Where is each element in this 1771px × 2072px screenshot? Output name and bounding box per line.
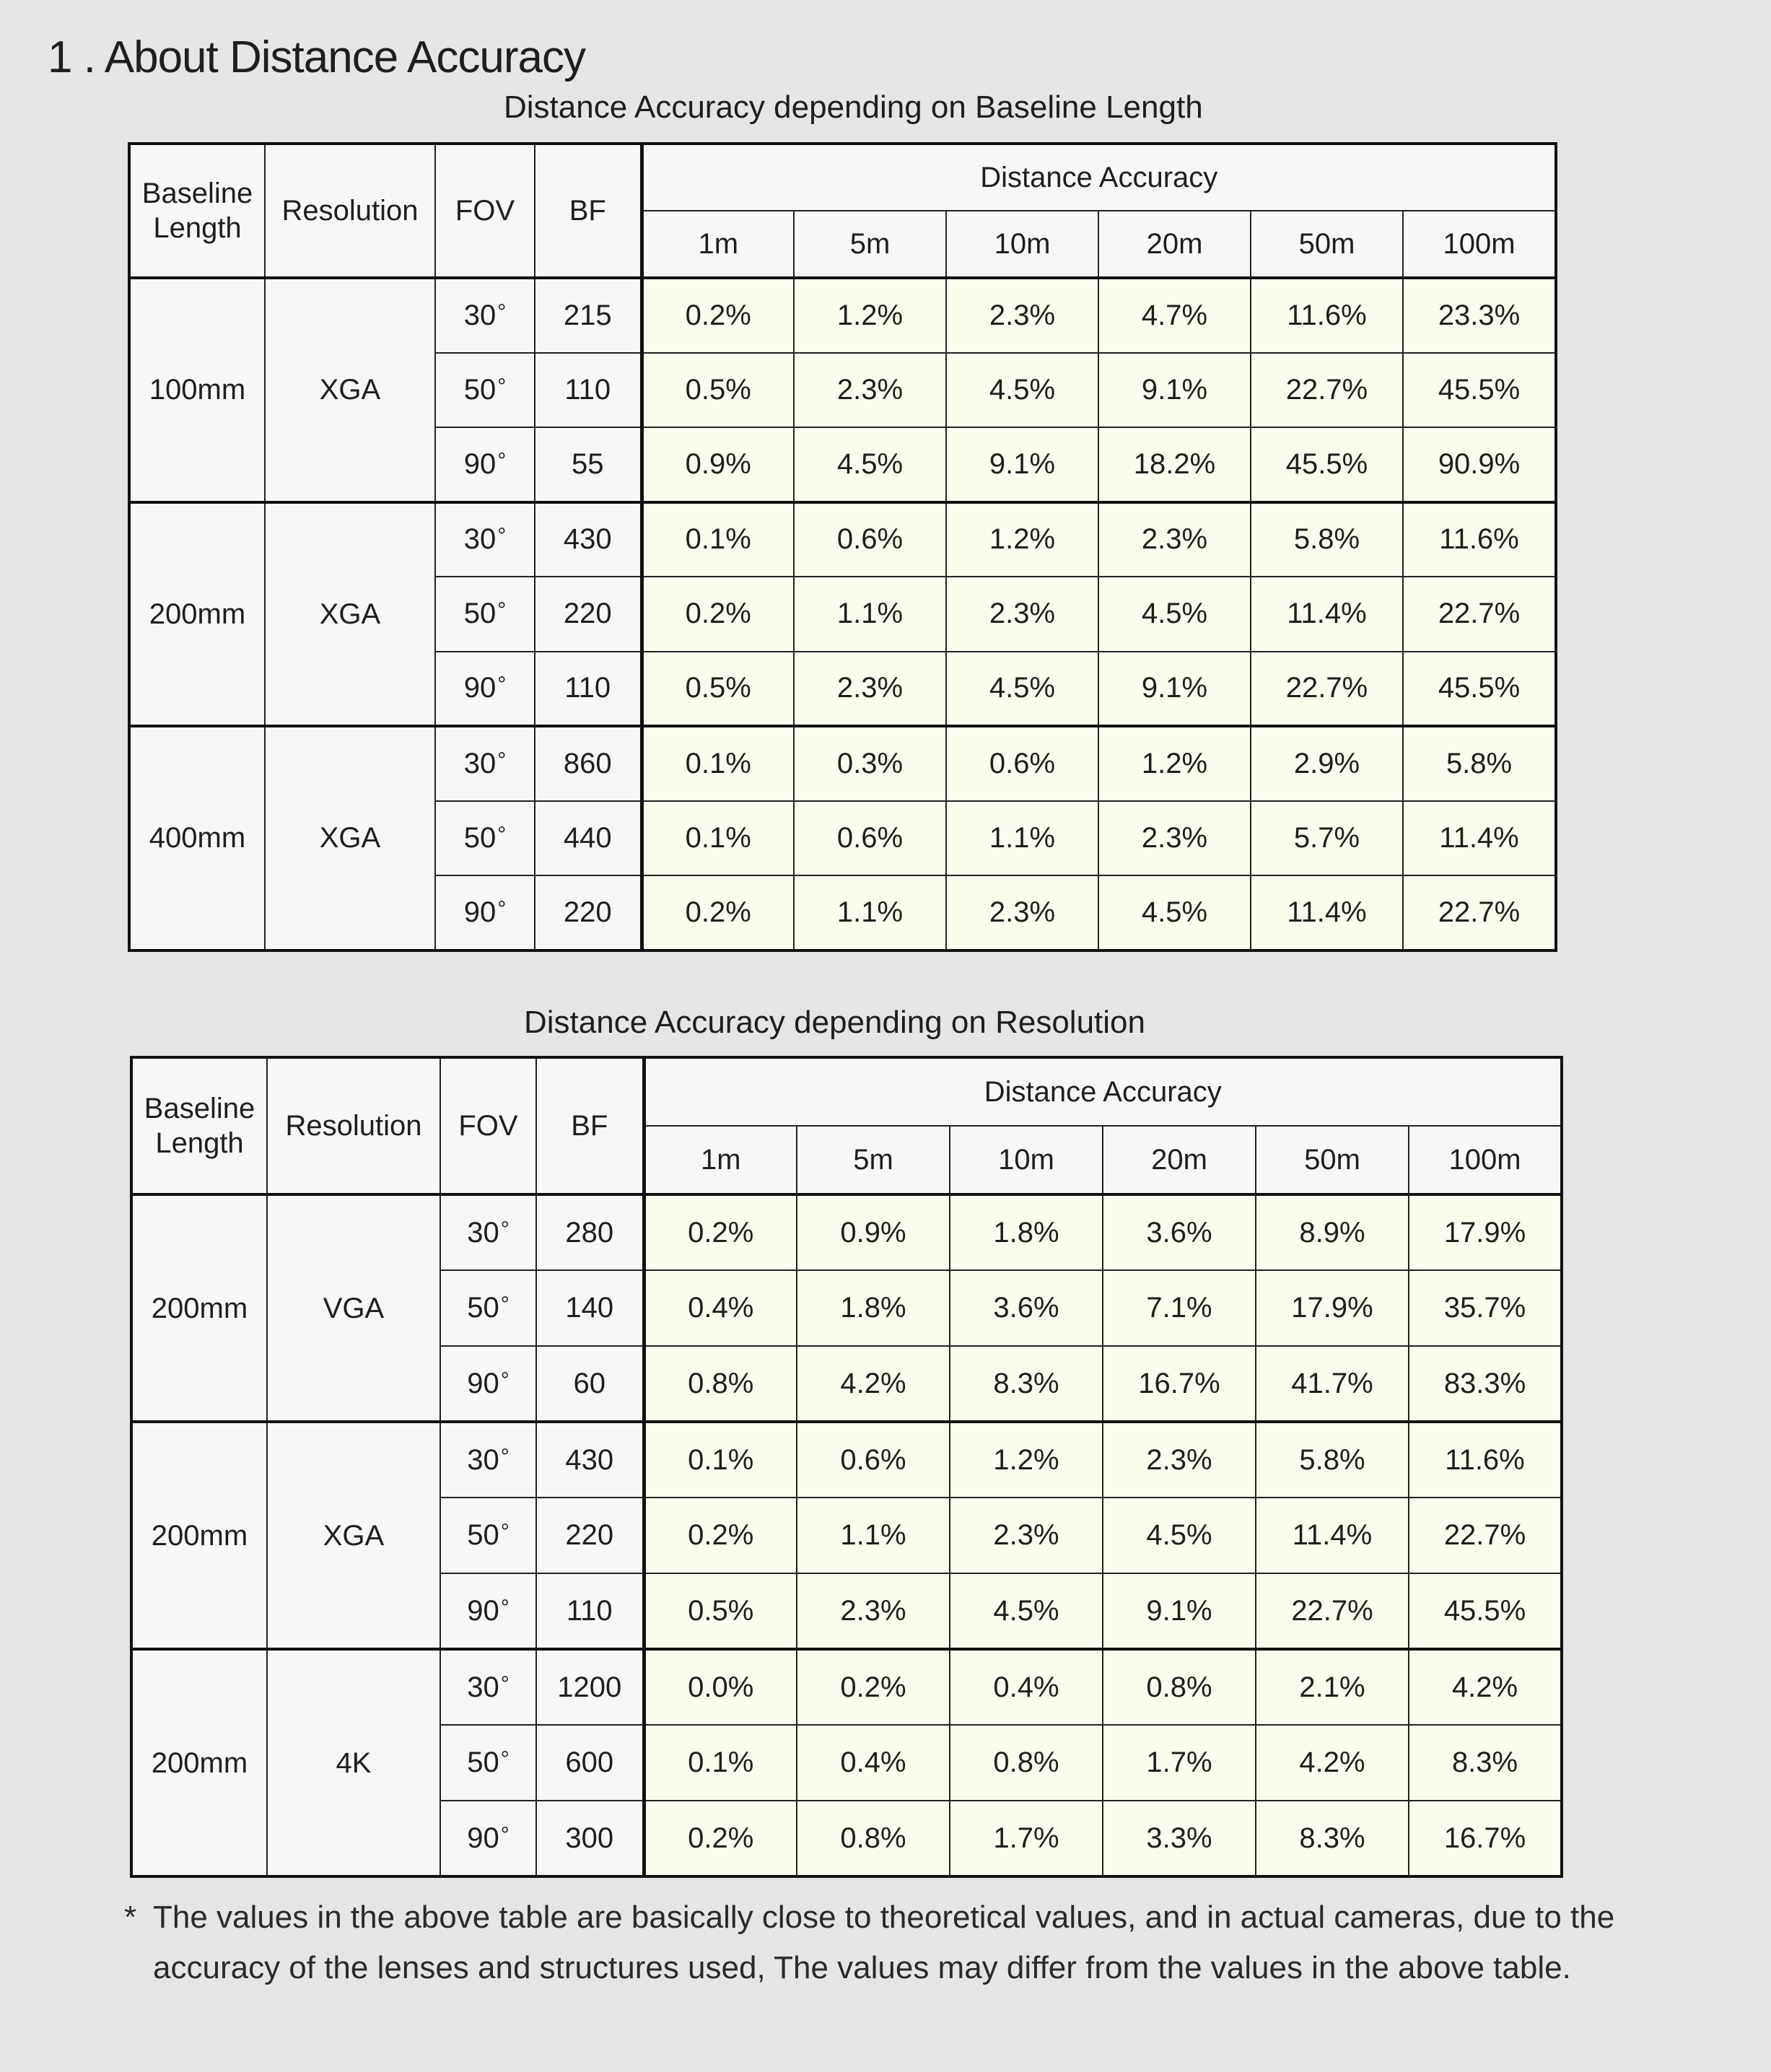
fov-value: 30: [467, 1443, 499, 1476]
fov-value: 30: [463, 299, 497, 331]
accuracy-cell: 0.2%: [644, 1801, 797, 1876]
footnote-marker: *: [124, 1900, 137, 1935]
page-title: 1 . About Distance Accuracy: [48, 32, 585, 82]
accuracy-cell: 0.6%: [794, 502, 946, 577]
accuracy-cell: 11.6%: [1409, 1422, 1562, 1498]
accuracy-cell: 0.4%: [797, 1725, 950, 1801]
bf-cell: 600: [536, 1725, 644, 1801]
degree-symbol: °: [500, 1747, 510, 1771]
bf-cell: 300: [536, 1801, 644, 1876]
accuracy-cell: 0.9%: [642, 427, 794, 502]
accuracy-cell: 4.2%: [1256, 1725, 1409, 1801]
distance-header: 50m: [1251, 211, 1403, 278]
accuracy-cell: 1.2%: [946, 502, 1098, 577]
accuracy-cell: 0.6%: [797, 1422, 950, 1498]
accuracy-cell: 11.4%: [1403, 801, 1556, 876]
fov-cell: [440, 1270, 536, 1346]
accuracy-cell: 4.5%: [946, 652, 1098, 727]
footnote-text: The values in the above table are basically close to theoretical values, and in actual cameras, due to the accuracy of the lenses and structures used, The values may differ from the values in the above table.: [153, 1900, 1615, 1985]
accuracy-cell: 83.3%: [1409, 1346, 1562, 1422]
fov-cell: [440, 1725, 536, 1801]
fov-cell: [435, 875, 535, 950]
distance-accuracy-header: Distance Accuracy: [642, 144, 1556, 211]
resolution-accuracy-table: [130, 1056, 1563, 1878]
accuracy-cell: 2.3%: [950, 1498, 1103, 1573]
accuracy-cell: 2.3%: [1103, 1422, 1256, 1498]
accuracy-cell: 0.6%: [794, 801, 946, 876]
degree-symbol: °: [500, 1293, 510, 1316]
accuracy-cell: 0.5%: [642, 353, 794, 428]
accuracy-cell: 45.5%: [1403, 652, 1556, 727]
bf-cell: 110: [536, 1573, 644, 1649]
degree-symbol: °: [497, 598, 507, 623]
accuracy-cell: 17.9%: [1256, 1270, 1409, 1346]
accuracy-cell: 0.2%: [642, 278, 794, 353]
accuracy-cell: 45.5%: [1403, 353, 1556, 428]
footnote: [124, 1892, 1676, 1993]
fov-cell: [440, 1498, 536, 1573]
resolution-cell: XGA: [265, 502, 435, 727]
bf-cell: 280: [536, 1194, 644, 1270]
accuracy-cell: 45.5%: [1251, 427, 1403, 502]
accuracy-cell: 4.2%: [1409, 1649, 1562, 1725]
accuracy-cell: 0.5%: [644, 1573, 797, 1649]
bf-cell: 215: [535, 278, 642, 353]
table-row: [131, 1422, 1562, 1498]
accuracy-cell: 8.3%: [1409, 1725, 1562, 1801]
degree-symbol: °: [500, 1368, 510, 1392]
degree-symbol: °: [497, 300, 507, 324]
accuracy-cell: 11.6%: [1251, 278, 1403, 353]
baseline-cell: 400mm: [129, 726, 265, 950]
accuracy-cell: 0.0%: [644, 1649, 797, 1725]
accuracy-cell: 0.1%: [644, 1725, 797, 1801]
table-row: [129, 726, 1556, 801]
fov-cell: [435, 502, 535, 577]
fov-cell: [440, 1573, 536, 1649]
accuracy-cell: 11.4%: [1251, 577, 1403, 652]
distance-header: 100m: [1409, 1126, 1562, 1194]
accuracy-cell: 0.5%: [642, 652, 794, 727]
accuracy-cell: 3.3%: [1103, 1801, 1256, 1876]
fov-cell: [440, 1801, 536, 1876]
fov-cell: [435, 278, 535, 353]
fov-value: 50: [467, 1747, 499, 1778]
degree-symbol: °: [497, 896, 507, 921]
accuracy-cell: 2.3%: [946, 875, 1098, 950]
accuracy-cell: 0.2%: [644, 1194, 797, 1270]
accuracy-cell: 0.2%: [642, 875, 794, 950]
accuracy-cell: 22.7%: [1409, 1498, 1562, 1573]
bf-cell: 430: [536, 1422, 644, 1498]
degree-symbol: °: [500, 1217, 510, 1241]
fov-value: 90: [467, 1594, 499, 1627]
distance-header: 5m: [797, 1126, 950, 1194]
accuracy-cell: 16.7%: [1103, 1346, 1256, 1422]
degree-symbol: °: [497, 822, 507, 847]
accuracy-cell: 18.2%: [1098, 427, 1251, 502]
fov-value: 30: [467, 1671, 499, 1703]
accuracy-cell: 9.1%: [946, 427, 1098, 502]
accuracy-cell: 8.9%: [1256, 1194, 1409, 1270]
accuracy-cell: 7.1%: [1103, 1270, 1256, 1346]
accuracy-cell: 11.4%: [1251, 875, 1403, 950]
baseline-cell: 100mm: [129, 278, 265, 502]
fov-cell: [435, 726, 535, 801]
baseline-cell: 200mm: [129, 502, 265, 727]
bf-cell: 440: [535, 801, 642, 876]
fov-cell: [440, 1346, 536, 1422]
accuracy-cell: 0.1%: [642, 502, 794, 577]
fov-value: 90: [467, 1822, 499, 1854]
accuracy-cell: 0.9%: [797, 1194, 950, 1270]
resolution-cell: XGA: [267, 1422, 440, 1649]
accuracy-cell: 0.4%: [950, 1649, 1103, 1725]
accuracy-cell: 2.9%: [1251, 726, 1403, 801]
bf-cell: 860: [535, 726, 642, 801]
fov-value: 30: [463, 523, 497, 556]
accuracy-cell: 9.1%: [1098, 652, 1251, 727]
bf-cell: 220: [535, 577, 642, 652]
accuracy-cell: 4.5%: [1103, 1498, 1256, 1573]
fov-value: 50: [467, 1292, 499, 1324]
table-title-baseline: Distance Accuracy depending on Baseline Length: [504, 89, 1203, 125]
degree-symbol: °: [497, 374, 507, 398]
baseline-length-header: Baseline Length: [129, 144, 265, 278]
fov-header: FOV: [440, 1057, 536, 1194]
degree-symbol: °: [497, 673, 507, 697]
fov-cell: [440, 1649, 536, 1725]
accuracy-cell: 0.8%: [950, 1725, 1103, 1801]
accuracy-cell: 1.1%: [797, 1498, 950, 1573]
accuracy-cell: 1.1%: [794, 875, 946, 950]
fov-cell: [435, 577, 535, 652]
accuracy-cell: 4.5%: [794, 427, 946, 502]
fov-value: 90: [463, 672, 497, 704]
fov-value: 50: [463, 598, 497, 630]
accuracy-cell: 3.6%: [950, 1270, 1103, 1346]
baseline-length-header: Baseline Length: [131, 1057, 267, 1194]
accuracy-cell: 0.6%: [946, 726, 1098, 801]
baseline-cell: 200mm: [131, 1422, 267, 1649]
bf-cell: 110: [535, 652, 642, 727]
accuracy-cell: 5.8%: [1256, 1422, 1409, 1498]
accuracy-cell: 0.8%: [644, 1346, 797, 1422]
bf-cell: 430: [535, 502, 642, 577]
accuracy-cell: 2.1%: [1256, 1649, 1409, 1725]
resolution-cell: XGA: [265, 278, 435, 502]
accuracy-cell: 22.7%: [1403, 577, 1556, 652]
distance-header: 1m: [644, 1126, 797, 1194]
degree-symbol: °: [500, 1822, 510, 1847]
fov-value: 90: [463, 447, 497, 480]
accuracy-cell: 3.6%: [1103, 1194, 1256, 1270]
distance-header: 5m: [794, 211, 946, 278]
distance-header: 10m: [946, 211, 1098, 278]
accuracy-cell: 1.7%: [950, 1801, 1103, 1876]
accuracy-cell: 11.4%: [1256, 1498, 1409, 1573]
bf-cell: 55: [535, 427, 642, 502]
accuracy-cell: 22.7%: [1251, 353, 1403, 428]
bf-cell: 220: [535, 875, 642, 950]
distance-accuracy-header: Distance Accuracy: [644, 1057, 1562, 1126]
degree-symbol: °: [500, 1595, 510, 1619]
accuracy-cell: 0.1%: [644, 1422, 797, 1498]
bf-cell: 60: [536, 1346, 644, 1422]
accuracy-cell: 1.2%: [950, 1422, 1103, 1498]
fov-header: FOV: [435, 144, 535, 278]
accuracy-cell: 0.2%: [644, 1498, 797, 1573]
resolution-cell: 4K: [267, 1649, 440, 1876]
accuracy-cell: 90.9%: [1403, 427, 1556, 502]
accuracy-cell: 2.3%: [794, 353, 946, 428]
degree-symbol: °: [500, 1520, 510, 1544]
degree-symbol: °: [500, 1444, 510, 1469]
accuracy-cell: 0.4%: [644, 1270, 797, 1346]
fov-cell: [440, 1194, 536, 1270]
table-row: [131, 1194, 1562, 1270]
degree-symbol: °: [497, 524, 507, 548]
accuracy-cell: 1.2%: [794, 278, 946, 353]
baseline-accuracy-table: [128, 142, 1557, 952]
table-row: [129, 502, 1556, 577]
baseline-cell: 200mm: [131, 1194, 267, 1422]
fov-cell: [435, 427, 535, 502]
bf-cell: 220: [536, 1498, 644, 1573]
accuracy-cell: 4.5%: [950, 1573, 1103, 1649]
accuracy-cell: 11.6%: [1403, 502, 1556, 577]
accuracy-cell: 2.3%: [794, 652, 946, 727]
accuracy-cell: 1.8%: [797, 1270, 950, 1346]
accuracy-cell: 4.2%: [797, 1346, 950, 1422]
distance-header: 50m: [1256, 1126, 1409, 1194]
fov-value: 90: [467, 1367, 499, 1399]
accuracy-cell: 2.3%: [1098, 502, 1251, 577]
bf-cell: 1200: [536, 1649, 644, 1725]
accuracy-cell: 23.3%: [1403, 278, 1556, 353]
baseline-cell: 200mm: [131, 1649, 267, 1876]
accuracy-cell: 22.7%: [1256, 1573, 1409, 1649]
distance-header: 20m: [1098, 211, 1251, 278]
accuracy-cell: 0.2%: [797, 1649, 950, 1725]
accuracy-cell: 9.1%: [1098, 353, 1251, 428]
resolution-cell: VGA: [267, 1194, 440, 1422]
accuracy-cell: 4.7%: [1098, 278, 1251, 353]
degree-symbol: °: [497, 748, 507, 772]
resolution-cell: XGA: [265, 726, 435, 950]
bf-header: BF: [536, 1057, 644, 1194]
accuracy-cell: 1.8%: [950, 1194, 1103, 1270]
accuracy-cell: 8.3%: [1256, 1801, 1409, 1876]
accuracy-cell: 1.1%: [946, 801, 1098, 876]
accuracy-cell: 2.3%: [1098, 801, 1251, 876]
fov-value: 50: [463, 821, 497, 854]
accuracy-cell: 4.5%: [1098, 875, 1251, 950]
distance-header: 1m: [642, 211, 794, 278]
accuracy-cell: 0.1%: [642, 726, 794, 801]
accuracy-cell: 8.3%: [950, 1346, 1103, 1422]
accuracy-cell: 1.7%: [1103, 1725, 1256, 1801]
accuracy-cell: 45.5%: [1409, 1573, 1562, 1649]
resolution-header: Resolution: [265, 144, 435, 278]
accuracy-cell: 1.2%: [1098, 726, 1251, 801]
table-row: [129, 278, 1556, 353]
accuracy-cell: 0.2%: [642, 577, 794, 652]
fov-cell: [435, 353, 535, 428]
accuracy-cell: 5.7%: [1251, 801, 1403, 876]
bf-cell: 140: [536, 1270, 644, 1346]
accuracy-cell: 41.7%: [1256, 1346, 1409, 1422]
fov-cell: [435, 652, 535, 727]
bf-cell: 110: [535, 353, 642, 428]
distance-header: 20m: [1103, 1126, 1256, 1194]
accuracy-cell: 22.7%: [1251, 652, 1403, 727]
accuracy-cell: 9.1%: [1103, 1573, 1256, 1649]
table-title-resolution: Distance Accuracy depending on Resolution: [524, 1005, 1145, 1040]
distance-header: 10m: [950, 1126, 1103, 1194]
accuracy-cell: 4.5%: [946, 353, 1098, 428]
accuracy-cell: 35.7%: [1409, 1270, 1562, 1346]
fov-value: 50: [467, 1519, 499, 1551]
fov-cell: [440, 1422, 536, 1498]
fov-value: 30: [467, 1216, 499, 1249]
fov-value: 90: [463, 896, 497, 928]
fov-cell: [435, 801, 535, 876]
accuracy-cell: 0.3%: [794, 726, 946, 801]
accuracy-cell: 5.8%: [1251, 502, 1403, 577]
accuracy-cell: 22.7%: [1403, 875, 1556, 950]
degree-symbol: °: [500, 1671, 510, 1696]
distance-header: 100m: [1403, 211, 1556, 278]
accuracy-cell: 4.5%: [1098, 577, 1251, 652]
accuracy-cell: 16.7%: [1409, 1801, 1562, 1876]
fov-value: 50: [463, 373, 497, 406]
accuracy-cell: 2.3%: [946, 278, 1098, 353]
fov-value: 30: [463, 747, 497, 779]
accuracy-cell: 0.8%: [797, 1801, 950, 1876]
accuracy-cell: 17.9%: [1409, 1194, 1562, 1270]
accuracy-cell: 0.1%: [642, 801, 794, 876]
resolution-header: Resolution: [267, 1057, 440, 1194]
accuracy-cell: 1.1%: [794, 577, 946, 652]
accuracy-cell: 2.3%: [797, 1573, 950, 1649]
accuracy-cell: 2.3%: [946, 577, 1098, 652]
accuracy-cell: 5.8%: [1403, 726, 1556, 801]
accuracy-cell: 0.8%: [1103, 1649, 1256, 1725]
bf-header: BF: [535, 144, 642, 278]
degree-symbol: °: [497, 448, 507, 473]
table-row: [131, 1649, 1562, 1725]
